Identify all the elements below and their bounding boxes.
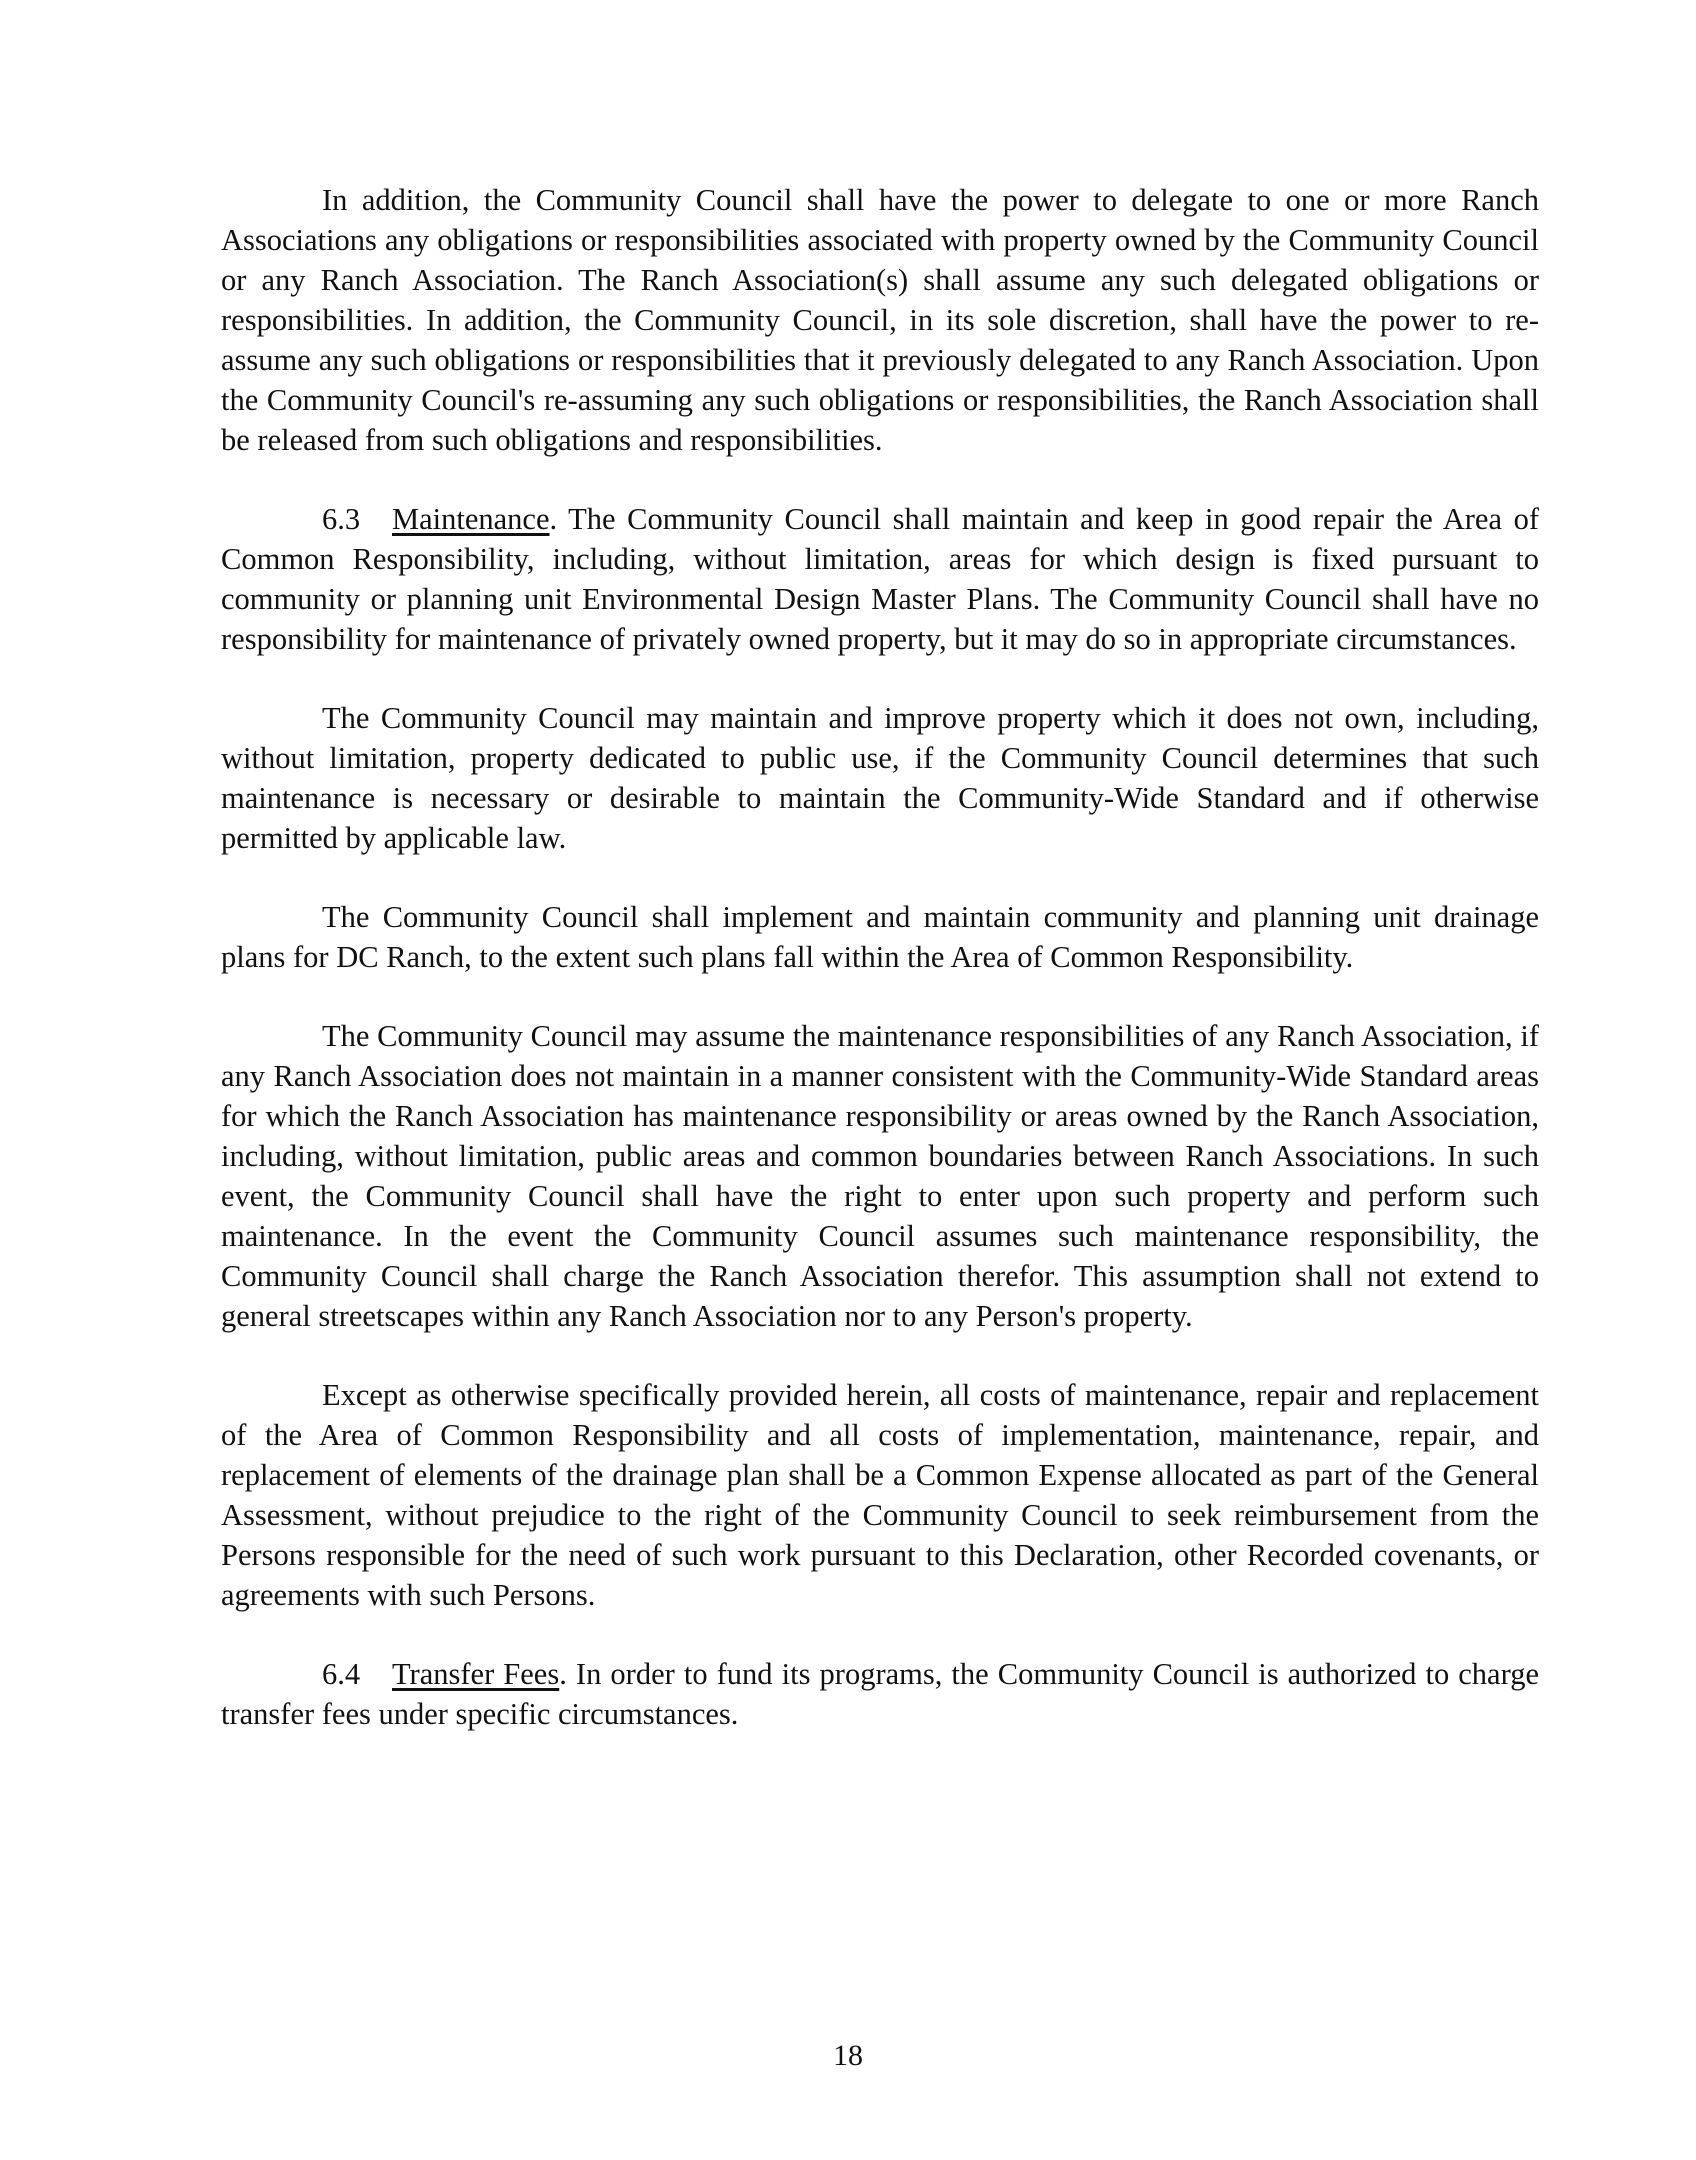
- section-body: . In order to fund its programs, the Community Council is authorized to charge transfer fees under specific circumstances.: [221, 1657, 1539, 1731]
- paragraph-drainage-plans: The Community Council shall implement and maintain community and planning unit drainage plans for DC Ranch, to the extent such plans fall within the Area of Common Responsibility.: [221, 900, 1539, 974]
- section-title: Maintenance: [392, 502, 550, 536]
- paragraph-assume-responsibilities: The Community Council may assume the maintenance responsibilities of any Ranch Association, if any Ranch Association does not maintain in a manner consistent with the Community-Wide Standard areas for which the Ranch Association has maintenance responsibility or areas owned by the Ranch Association, including, without limitation, public areas and common boundaries between Ranch Associations. In such event, the Community Council shall have the right to enter upon such property and perform such maintenance. In the event the Community Council assumes such maintenance responsibility, the Community Council shall charge the Ranch Association therefor. This assumption shall not extend to general streetscapes within any Ranch Association nor to any Person's property.: [221, 1019, 1539, 1333]
- document-page: [221, 180, 1539, 1734]
- section-number: 6.3: [322, 502, 361, 536]
- paragraph-delegation: In addition, the Community Council shall have the power to delegate to one or more Ranch Associations any obligations or responsibilities associated with property owned by the Community Council or any Ranch Association. The Ranch Association(s) shall assume any such delegated obligations or responsibilities. In addition, the Community Council, in its sole discretion, shall have the power to re-assume any such obligations or responsibilities that it previously delegated to any Ranch Association. Upon the Community Council's re-assuming any such obligations or responsibilities, the Ranch Association shall be released from such obligations and responsibilities.: [221, 183, 1539, 457]
- page-number: 18: [833, 2039, 863, 2072]
- section-title: Transfer Fees: [392, 1657, 560, 1691]
- section-6-4-transfer-fees: [221, 1654, 1539, 1734]
- paragraph-costs: Except as otherwise specifically provided herein, all costs of maintenance, repair and replacement of the Area of Common Responsibility and all costs of implementation, maintenance, repair, and replacement of elements of the drainage plan shall be a Common Expense allocated as part of the General Assessment, without prejudice to the right of the Community Council to seek reimbursement from the Persons responsible for the need of such work pursuant to this Declaration, other Recorded covenants, or agreements with such Persons.: [221, 1378, 1539, 1612]
- section-body: . The Community Council shall maintain and keep in good repair the Area of Common Responsibility, including, without limitation, areas for which design is fixed pursuant to community or planning unit Environmental Design Master Plans. The Community Council shall have no responsibility for maintenance of privately owned property, but it may do so in appropriate circumstances.: [221, 502, 1539, 656]
- section-6-3-maintenance: [221, 499, 1539, 659]
- paragraph-maintain-improve: The Community Council may maintain and improve property which it does not own, including, without limitation, property dedicated to public use, if the Community Council determines that such maintenance is necessary or desirable to maintain the Community-Wide Standard and if otherwise permitted by applicable law.: [221, 701, 1539, 855]
- section-number: 6.4: [322, 1657, 361, 1691]
